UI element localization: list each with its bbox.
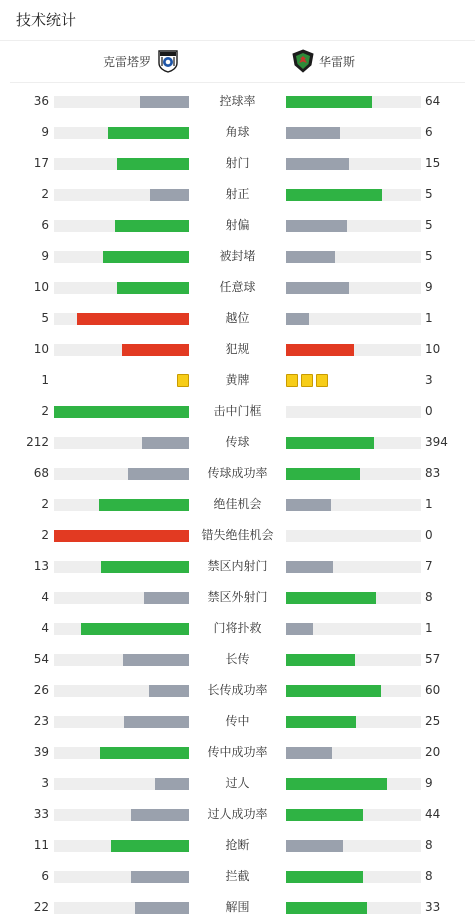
away-stat-value: 1 — [425, 621, 433, 635]
home-stat-bar — [54, 251, 189, 263]
stat-label: 长传 — [225, 652, 250, 666]
home-stat-value: 17 — [33, 156, 49, 170]
stat-row — [0, 458, 475, 489]
away-stat-bar-fill — [286, 468, 360, 480]
stat-row — [0, 396, 475, 427]
home-stat-bar-fill — [99, 499, 189, 511]
stat-label: 门将扑救 — [213, 621, 262, 635]
home-stat-value: 5 — [41, 311, 49, 325]
away-stat-bar-fill — [286, 592, 376, 604]
home-stat-value: 22 — [33, 900, 49, 914]
away-stat-bar — [286, 220, 421, 232]
home-stat-bar-fill — [77, 313, 189, 325]
home-stat-bar-fill — [117, 282, 189, 294]
home-stat-value: 2 — [41, 187, 49, 201]
home-stat-bar-fill — [150, 189, 189, 201]
away-stat-bar-fill — [286, 344, 354, 356]
away-stat-value: 0 — [425, 404, 433, 418]
home-stat-bar-fill — [131, 809, 189, 821]
home-stat-value: 68 — [33, 466, 49, 480]
home-stat-value: 13 — [33, 559, 49, 573]
away-stat-bar-fill — [286, 96, 372, 108]
yellow-card-icon — [316, 374, 328, 387]
home-stat-bar-fill — [155, 778, 189, 790]
away-yellow-cards — [286, 374, 328, 388]
stat-row — [0, 365, 475, 396]
home-stat-value: 3 — [41, 776, 49, 790]
away-stat-value: 5 — [425, 249, 433, 263]
away-stat-bar-fill — [286, 778, 387, 790]
stats-list — [0, 86, 475, 923]
stat-label: 抢断 — [225, 838, 250, 852]
home-stat-bar — [54, 530, 189, 542]
stat-row — [0, 241, 475, 272]
stat-row — [0, 768, 475, 799]
away-stat-value: 60 — [425, 683, 441, 697]
away-stat-bar — [286, 437, 421, 449]
home-stat-bar-fill — [54, 406, 189, 418]
away-stat-value: 5 — [425, 218, 433, 232]
stat-row — [0, 303, 475, 334]
away-stat-bar-fill — [286, 747, 332, 759]
home-stat-bar — [54, 747, 189, 759]
stat-row — [0, 489, 475, 520]
stat-label: 任意球 — [219, 280, 256, 294]
away-stat-bar — [286, 499, 421, 511]
home-stat-bar — [54, 499, 189, 511]
home-stat-bar-fill — [103, 251, 189, 263]
home-stat-bar-fill — [124, 716, 189, 728]
home-stat-bar-fill — [140, 96, 189, 108]
stat-label: 射偏 — [225, 218, 250, 232]
away-stat-value: 44 — [425, 807, 441, 821]
stat-row — [0, 427, 475, 458]
away-stat-value: 7 — [425, 559, 433, 573]
stat-row — [0, 613, 475, 644]
stat-label: 传中成功率 — [207, 745, 268, 759]
stat-label: 角球 — [225, 125, 250, 139]
away-team-badge-icon — [292, 49, 314, 73]
away-stat-bar — [286, 158, 421, 170]
home-stat-bar-fill — [117, 158, 189, 170]
home-stat-bar — [54, 840, 189, 852]
away-stat-bar — [286, 468, 421, 480]
stat-label: 被封堵 — [219, 249, 256, 263]
page-title: 技术统计 — [0, 0, 475, 41]
stat-label: 禁区内射门 — [207, 559, 268, 573]
stat-label: 传球 — [225, 435, 250, 449]
away-stat-bar-fill — [286, 623, 313, 635]
home-stat-value: 10 — [33, 280, 49, 294]
home-stat-bar-fill — [122, 344, 190, 356]
away-stat-value: 8 — [425, 838, 433, 852]
teams-header — [10, 41, 465, 83]
away-stat-bar — [286, 406, 421, 418]
stat-label: 犯规 — [225, 342, 250, 356]
home-stat-value: 36 — [33, 94, 49, 108]
stat-label: 拦截 — [225, 869, 250, 883]
stat-label: 射门 — [225, 156, 250, 170]
away-stat-bar-fill — [286, 561, 333, 573]
away-stat-bar-fill — [286, 809, 363, 821]
home-stat-value: 4 — [41, 621, 49, 635]
away-stat-value: 33 — [425, 900, 441, 914]
away-stat-bar — [286, 654, 421, 666]
stat-row — [0, 675, 475, 706]
away-stat-bar-fill — [286, 313, 309, 325]
stat-row — [0, 551, 475, 582]
away-team[interactable] — [292, 49, 355, 73]
away-stat-bar-fill — [286, 716, 356, 728]
away-stat-bar — [286, 871, 421, 883]
away-stat-bar-fill — [286, 437, 374, 449]
stat-label: 过人成功率 — [207, 807, 268, 821]
home-stat-bar-fill — [81, 623, 189, 635]
away-stat-bar-fill — [286, 189, 382, 201]
away-stat-bar — [286, 96, 421, 108]
home-stat-bar-fill — [142, 437, 189, 449]
stat-row — [0, 179, 475, 210]
home-stat-bar — [54, 623, 189, 635]
home-stat-bar — [54, 561, 189, 573]
stat-label: 解围 — [225, 900, 250, 914]
stat-row — [0, 86, 475, 117]
home-stat-bar-fill — [54, 530, 189, 542]
stat-label: 禁区外射门 — [207, 590, 268, 604]
home-stat-bar — [54, 189, 189, 201]
home-stat-value: 9 — [41, 125, 49, 139]
away-stat-bar — [286, 902, 421, 914]
home-stat-bar — [54, 778, 189, 790]
home-stat-bar-fill — [108, 127, 189, 139]
stat-row — [0, 644, 475, 675]
away-stat-bar-fill — [286, 127, 340, 139]
away-stat-value: 394 — [425, 435, 448, 449]
away-stat-bar — [286, 747, 421, 759]
stat-row — [0, 272, 475, 303]
away-stat-bar — [286, 127, 421, 139]
stat-row — [0, 830, 475, 861]
away-stat-bar — [286, 592, 421, 604]
away-stat-bar — [286, 530, 421, 542]
home-stat-bar — [54, 158, 189, 170]
stat-label: 击中门框 — [213, 404, 262, 418]
stat-row — [0, 582, 475, 613]
home-stat-value: 212 — [26, 435, 49, 449]
away-stat-bar-fill — [286, 871, 363, 883]
stat-row — [0, 706, 475, 737]
home-team-name: 克雷塔罗 — [102, 54, 151, 69]
home-stat-value: 4 — [41, 590, 49, 604]
away-stat-value: 1 — [425, 497, 433, 511]
away-stat-value: 3 — [425, 373, 433, 387]
away-stat-value: 9 — [425, 280, 433, 294]
away-stat-bar — [286, 313, 421, 325]
home-stat-bar — [54, 220, 189, 232]
home-stat-bar-fill — [123, 654, 189, 666]
home-stat-value: 33 — [33, 807, 49, 821]
away-stat-bar-fill — [286, 158, 349, 170]
home-stat-bar — [54, 592, 189, 604]
home-stat-value: 2 — [41, 497, 49, 511]
away-stat-bar-fill — [286, 251, 335, 263]
yellow-card-icon — [286, 374, 298, 387]
home-stat-value: 6 — [41, 218, 49, 232]
away-stat-bar-fill — [286, 499, 331, 511]
home-stat-bar-fill — [115, 220, 189, 232]
away-stat-bar — [286, 809, 421, 821]
away-stat-value: 5 — [425, 187, 433, 201]
away-stat-value: 8 — [425, 590, 433, 604]
home-stat-value: 6 — [41, 869, 49, 883]
away-stat-value: 64 — [425, 94, 441, 108]
away-stat-bar-fill — [286, 654, 355, 666]
home-stat-bar — [54, 716, 189, 728]
home-yellow-cards — [177, 374, 189, 388]
home-stat-bar — [54, 685, 189, 697]
home-stat-bar-fill — [135, 902, 189, 914]
home-stat-bar-fill — [149, 685, 190, 697]
home-stat-bar — [54, 871, 189, 883]
home-stat-bar — [54, 406, 189, 418]
away-stat-bar-fill — [286, 685, 381, 697]
home-stat-bar — [54, 313, 189, 325]
away-stat-value: 0 — [425, 528, 433, 542]
stat-label: 绝佳机会 — [213, 497, 262, 511]
yellow-card-icon — [301, 374, 313, 387]
stat-row — [0, 861, 475, 892]
stat-row — [0, 117, 475, 148]
stat-row — [0, 892, 475, 923]
stat-label: 传球成功率 — [207, 466, 268, 480]
away-stat-bar — [286, 251, 421, 263]
home-stat-bar-fill — [100, 747, 189, 759]
away-stat-bar — [286, 282, 421, 294]
home-stat-value: 10 — [33, 342, 49, 356]
away-stat-value: 9 — [425, 776, 433, 790]
away-stat-bar — [286, 623, 421, 635]
away-stat-value: 83 — [425, 466, 441, 480]
home-stat-bar-fill — [101, 561, 189, 573]
home-stat-bar — [54, 902, 189, 914]
away-stat-bar-fill — [286, 902, 367, 914]
home-stat-value: 11 — [33, 838, 49, 852]
home-stat-bar — [54, 654, 189, 666]
stat-label: 越位 — [225, 311, 250, 325]
away-stat-bar-fill — [286, 282, 349, 294]
stat-label: 射正 — [225, 187, 250, 201]
home-stat-bar-fill — [131, 871, 189, 883]
home-stat-bar-fill — [144, 592, 189, 604]
away-stat-bar — [286, 189, 421, 201]
home-stat-bar — [54, 282, 189, 294]
yellow-card-icon — [177, 374, 189, 387]
away-stat-value: 20 — [425, 745, 441, 759]
home-stat-bar — [54, 127, 189, 139]
away-stat-bar-fill — [286, 840, 343, 852]
away-stat-value: 1 — [425, 311, 433, 325]
stat-label: 错失绝佳机会 — [201, 528, 274, 542]
home-stat-bar — [54, 809, 189, 821]
home-stat-value: 9 — [41, 249, 49, 263]
away-stat-bar — [286, 840, 421, 852]
home-stat-bar-fill — [111, 840, 189, 852]
home-stat-bar — [54, 96, 189, 108]
home-stat-value: 1 — [41, 373, 49, 387]
away-stat-value: 57 — [425, 652, 441, 666]
home-stat-value: 54 — [33, 652, 49, 666]
stat-label: 黄牌 — [225, 373, 250, 387]
home-team[interactable] — [103, 49, 179, 73]
home-stat-value: 26 — [33, 683, 49, 697]
stat-label: 控球率 — [219, 94, 256, 108]
away-stat-value: 8 — [425, 869, 433, 883]
away-stat-value: 10 — [425, 342, 441, 356]
home-stat-value: 23 — [33, 714, 49, 728]
stat-row — [0, 799, 475, 830]
home-stat-value: 2 — [41, 404, 49, 418]
stat-row — [0, 520, 475, 551]
home-stat-bar-fill — [128, 468, 189, 480]
stat-row — [0, 210, 475, 241]
away-stat-bar-fill — [286, 220, 347, 232]
home-stat-bar — [54, 437, 189, 449]
away-stat-bar — [286, 778, 421, 790]
stat-label: 长传成功率 — [207, 683, 268, 697]
stat-label: 过人 — [225, 776, 250, 790]
stat-row — [0, 148, 475, 179]
away-stat-value: 15 — [425, 156, 441, 170]
stat-label: 传中 — [225, 714, 250, 728]
away-stat-value: 25 — [425, 714, 441, 728]
stat-row — [0, 737, 475, 768]
home-stat-value: 2 — [41, 528, 49, 542]
home-stat-bar — [54, 344, 189, 356]
away-stat-bar — [286, 344, 421, 356]
home-team-badge-icon — [157, 49, 179, 73]
away-stat-value: 6 — [425, 125, 433, 139]
away-stat-bar — [286, 716, 421, 728]
away-stat-bar — [286, 561, 421, 573]
away-team-name: 华雷斯 — [319, 54, 356, 69]
stat-row — [0, 334, 475, 365]
away-stat-bar — [286, 685, 421, 697]
home-stat-bar — [54, 468, 189, 480]
home-stat-value: 39 — [33, 745, 49, 759]
